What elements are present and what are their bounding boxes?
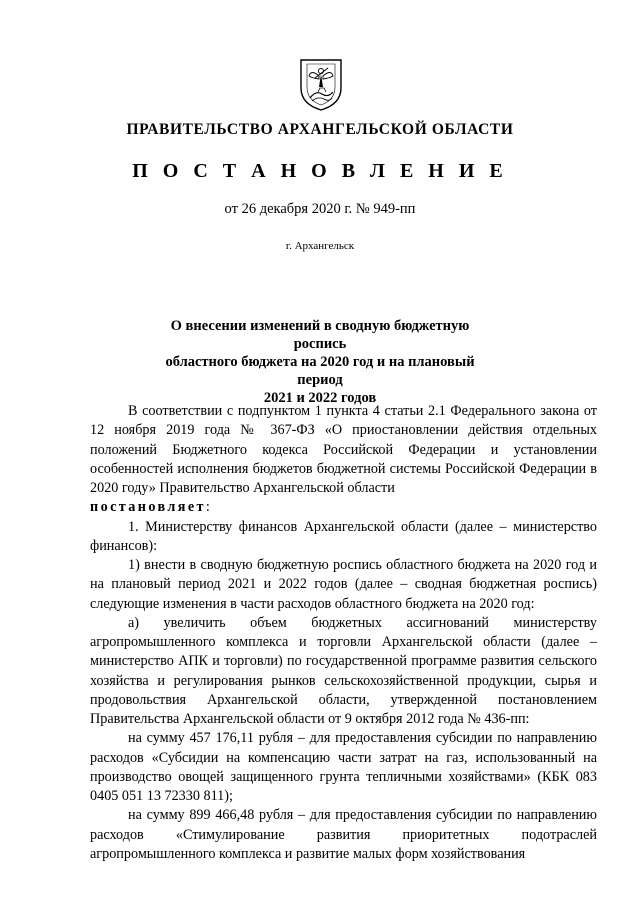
date-number: от 26 декабря 2020 г. № 949-пп bbox=[224, 201, 416, 217]
preamble-paragraph bbox=[90, 402, 597, 518]
resolves-word: постановляет bbox=[90, 499, 206, 516]
resolves-colon: : bbox=[205, 499, 210, 516]
government-name: ПРАВИТЕЛЬСТВО АРХАНГЕЛЬСКОЙ ОБЛАСТИ bbox=[126, 121, 514, 138]
item-a-paragraph: а) увеличить объем бюджетных ассигнований министерству агропромышленного комплекса и торговли Архангельской области (далее – министерство АПК и торговли) по государственной программе развития сельского хозяйства и регулирования рынков сельскохозяйственной продукции, сырья и продовольствия Архангельской области, утвержденной постановлением Правительства Архангельской области от 9 октября 2012 года № 436-пп: bbox=[90, 614, 597, 727]
title-line: областного бюджета на 2020 год и на плановый период bbox=[165, 354, 475, 388]
title-line: О внесении изменений в сводную бюджетную роспись bbox=[170, 318, 470, 352]
coat-of-arms-emblem bbox=[298, 54, 344, 112]
document-title bbox=[150, 317, 490, 407]
title-line: 2021 и 2022 годов bbox=[263, 390, 377, 406]
sum-1-paragraph: на сумму 457 176,11 рубля – для предоставления субсидии по направлению расходов «Субсидии на компенсацию части затрат на газ, использованный на производство овощей защищенного грунта тепличными хозяйствами» (КБК 083 0405 051 13 72330 811); bbox=[90, 730, 597, 804]
document-body bbox=[90, 402, 597, 864]
item-1-1-paragraph: 1) внести в сводную бюджетную роспись областного бюджета на 2020 год и на плановый период 2021 и 2022 годов (далее – сводная бюджетная роспись) следующие изменения в части расходов областного бюджета на 2020 год: bbox=[90, 557, 597, 612]
city: г. Архангельск bbox=[285, 240, 355, 252]
preamble-text: В соответствии с подпунктом 1 пункта 4 статьи 2.1 Федерального закона от 12 ноября 2019 года № 367-ФЗ «О приостановлении действия отдельных положений Бюджетного кодекса Российской Федерации и установлении особенностей исполнения бюджетов бюджетной системы Российской Федерации в 2020 году» Правительство Архангельской области bbox=[90, 403, 597, 496]
sum-2-paragraph: на сумму 899 466,48 рубля – для предоставления субсидии по направлению расходов «Стимулирование развития приоритетных подотраслей агропромышленного комплекса и развитие малых форм хозяйствования bbox=[90, 807, 597, 862]
item-1-paragraph: 1. Министерству финансов Архангельской области (далее – министерство финансов): bbox=[90, 518, 597, 554]
document-type: П О С Т А Н О В Л Е Н И Е bbox=[132, 160, 508, 182]
